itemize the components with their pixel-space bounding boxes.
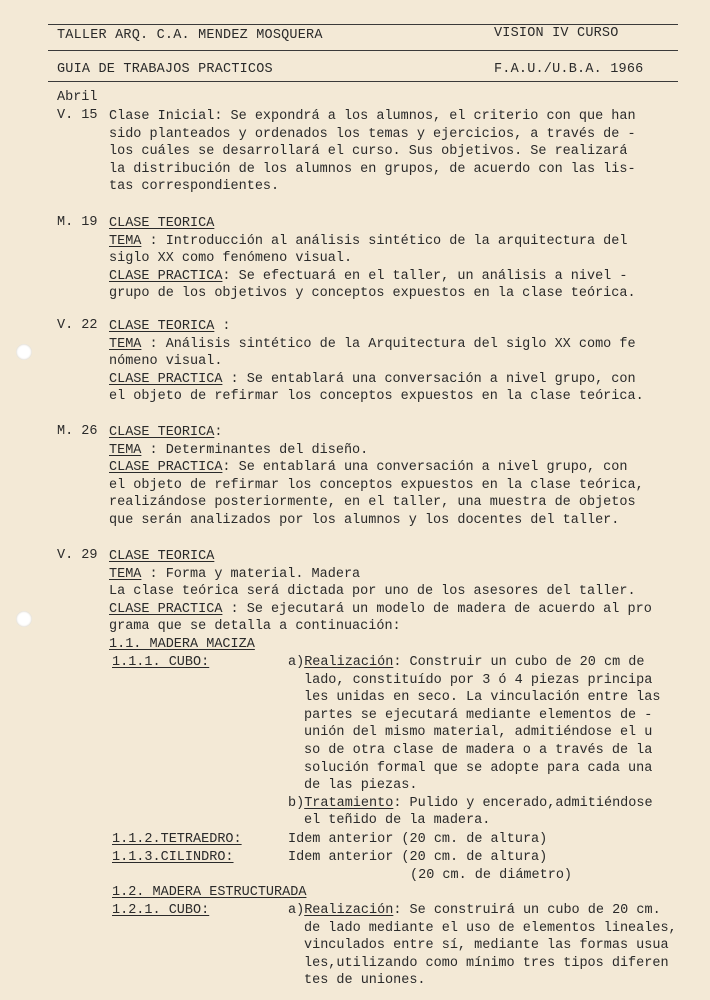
entry-date: M. 26 (57, 424, 98, 439)
punch-hole-bottom (16, 611, 32, 627)
section-title: 1.1. MADERA MACIZA (109, 636, 255, 652)
header-course: VISION IV CURSO (494, 26, 619, 41)
entry-body: CLASE TEORICA: TEMA : Determinantes del diseño. CLASE PRACTICA: Se entablará una conversación a nivel grupo, con el objeto de refirmar los conceptos expuestos en la clase teórica, realizándose posteriormente, en el taller, una muestra de objetos que serán analizados por los alumnos y los docentes del taller. (109, 425, 644, 528)
class-heading: CLASE TEORICA (109, 216, 215, 231)
program-item-cilindro (112, 849, 692, 884)
item-body: a)Realización: Se construirá un cubo de 20 cm. de lado mediante el uso de elementos lineales, vinculados entre sí, mediante las formas usua les,utilizando como mínimo tres tipos diferen tes de uniones. (288, 903, 677, 989)
entry-date: V. 22 (57, 318, 98, 333)
item-body: Idem anterior (20 cm. de altura) (20 cm. de diámetro) (288, 850, 573, 883)
item-label: 1.2.1. CUBO: (112, 903, 210, 918)
entry-body: CLASE TEORICA TEMA : Forma y material. Madera La clase teórica será dictada por uno de los asesores del taller. CLASE PRACTICA : Se ejecutará un modelo de madera de acuerdo al pro grama que se detalla a continuación: 1.1. MADERA MACIZA (109, 549, 652, 652)
class-heading: CLASE TEORICA (109, 319, 215, 334)
header-rule-bottom (48, 81, 678, 82)
entry-body: CLASE TEORICA : TEMA : Análisis sintético de la Arquitectura del siglo XX como fe nómeno visual. CLASE PRACTICA : Se entablará una conversación a nivel grupo, con el objeto de refirmar los conceptos expuestos en la clase teórica. (109, 319, 644, 405)
item-body: Idem anterior (20 cm. de altura) (288, 832, 548, 847)
class-heading: CLASE TEORICA (109, 425, 215, 440)
program-item-cubo-macizo (112, 654, 692, 830)
item-label: 1.1.3.CILINDRO: (112, 850, 234, 865)
item-label: 1.1.1. CUBO: (112, 655, 210, 670)
entry-date: V. 29 (57, 548, 98, 563)
header-rule-top (48, 24, 678, 25)
entry-body: Clase Inicial: Se expondrá a los alumnos, el criterio con que han sido planteados y ordenados los temas y ejercicios, a través de - los cuáles se desarrollará el curso. Sus objetivos. Se realizará la distribución de los alumnos en grupos, de acuerdo con las lis- tas correspondientes. (109, 109, 636, 195)
item-label: 1.1.2.TETRAEDRO: (112, 832, 242, 847)
punch-hole-top (16, 344, 32, 360)
entry-date: V. 15 (57, 108, 98, 123)
header-guide-title: GUIA DE TRABAJOS PRACTICOS (57, 62, 273, 77)
section-title: 1.2. MADERA ESTRUCTURADA (112, 885, 307, 900)
header-workshop: TALLER ARQ. C.A. MENDEZ MOSQUERA (57, 28, 323, 43)
section-title-estructurada (112, 884, 692, 902)
class-heading: CLASE TEORICA (109, 549, 215, 564)
month-label: Abril (57, 90, 98, 105)
header-institution-year: F.A.U./U.B.A. 1966 (494, 62, 644, 77)
entry-body: CLASE TEORICA TEMA : Introducción al análisis sintético de la arquitectura del siglo XX como fenómeno visual. CLASE PRACTICA: Se efectuará en el taller, un análisis a nivel - grupo de los objetivos y conceptos expuestos en la clase teórica. (109, 216, 636, 302)
header-rule-middle (48, 50, 678, 51)
entry-date: M. 19 (57, 215, 98, 230)
item-body: a)Realización: Construir un cubo de 20 cm de lado, constituído por 3 ó 4 piezas principa les unidas en seco. La vinculación entre las partes se ejecutará mediante elementos de - unión del mismo material, admitiéndose el u so de otra clase de madera o a través de la solución formal que se adopte para cada una de las piezas. b)Tratamiento: Pulido y encerado,admitiéndose el teñido de la madera. (288, 655, 661, 829)
program-item-tetraedro (112, 831, 692, 849)
program-item-cubo-estructurado (112, 902, 692, 990)
